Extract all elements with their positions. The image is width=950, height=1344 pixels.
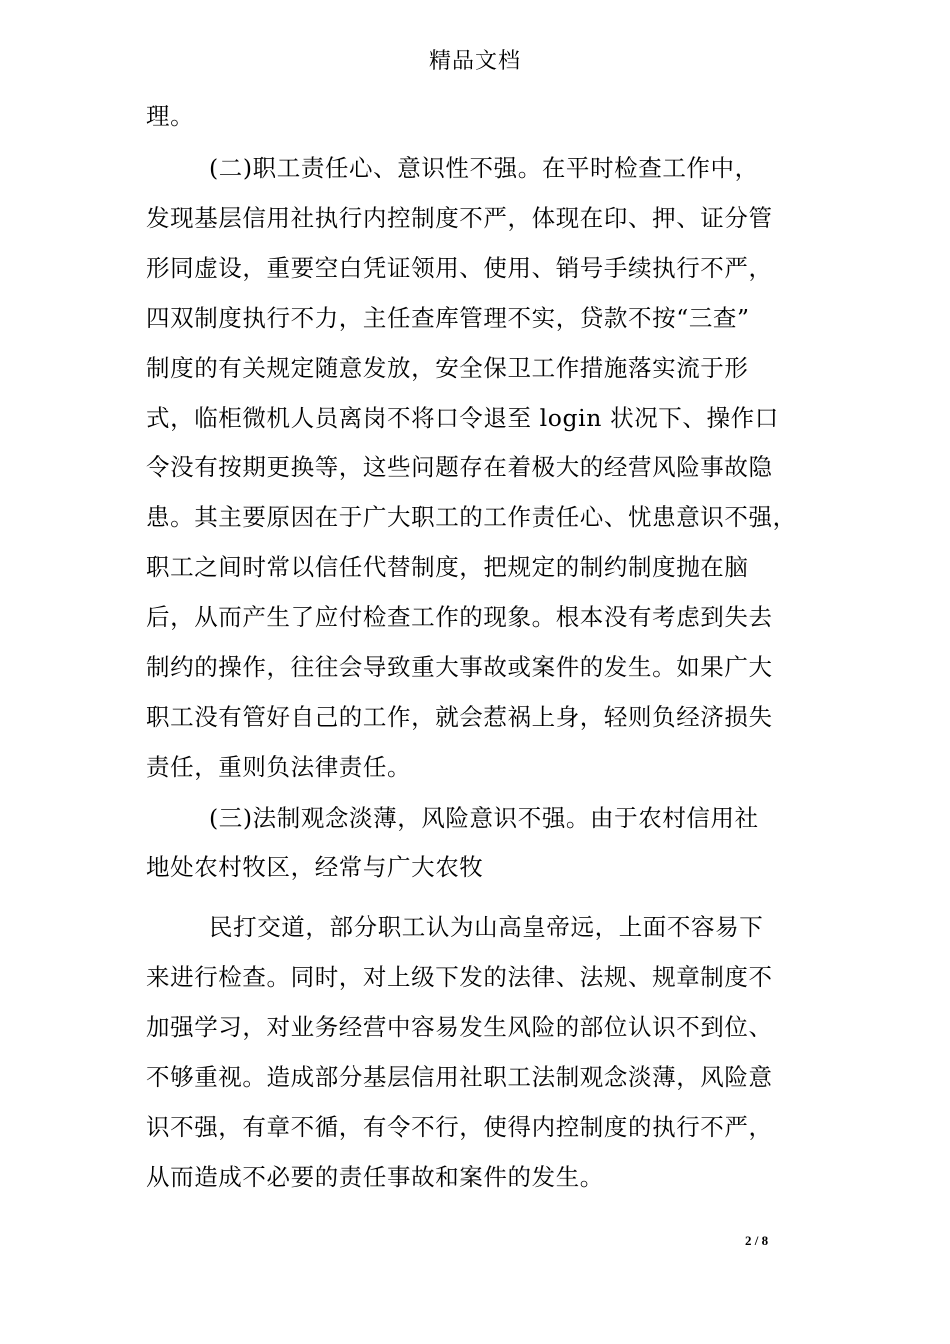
text-line: 式，临柜微机人员离岗不将口令退至 login 状况下、操作口: [146, 404, 779, 432]
text-line: 制约的操作，往往会导致重大事故或案件的发生。如果广大: [146, 653, 773, 681]
text-line: 职工之间时常以信任代替制度，把规定的制约制度抛在脑: [146, 553, 749, 581]
text-line: (三)法制观念淡薄，风险意识不强。由于农村信用社: [209, 804, 759, 832]
text-line: 来进行检查。同时，对上级下发的法律、法规、规章制度不: [146, 963, 773, 991]
text-line: 制度的有关规定随意发放，安全保卫工作措施落实流于形: [146, 354, 749, 382]
text-line: 职工没有管好自己的工作，就会惹祸上身，轻则负经济损失: [146, 703, 773, 731]
text-line: 四双制度执行不力，主任查库管理不实，贷款不按“三查”: [146, 304, 750, 332]
text-line: 患。其主要原因在于广大职工的工作责任心、忧患意识不强，: [146, 503, 797, 531]
page-number: 2 / 8: [745, 1233, 769, 1248]
text-line: 形同虚设，重要空白凭证领用、使用、销号手续执行不严，: [146, 254, 773, 282]
text-line: 责任，重则负法律责任。: [146, 753, 412, 781]
text-line: 发现基层信用社执行内控制度不严，体现在印、押、证分管: [146, 204, 773, 232]
text-line: 识不强，有章不循，有令不行，使得内控制度的执行不严，: [146, 1113, 773, 1141]
text-line: 理。: [146, 102, 195, 130]
text-line: 地处农村牧区，经常与广大农牧: [146, 853, 484, 881]
text-line: 不够重视。造成部分基层信用社职工法制观念淡薄，风险意: [146, 1063, 773, 1091]
text-line: (二)职工责任心、意识性不强。在平时检查工作中，: [209, 154, 759, 182]
text-line: 加强学习，对业务经营中容易发生风险的部位认识不到位、: [146, 1013, 773, 1041]
text-line: 民打交道，部分职工认为山高皇帝远，上面不容易下: [209, 913, 764, 941]
text-line: 从而造成不必要的责任事故和案件的发生。: [146, 1163, 604, 1191]
page-header-title: 精品文档: [428, 49, 521, 74]
text-line: 令没有按期更换等，这些问题存在着极大的经营风险事故隐: [146, 453, 773, 481]
text-line: 后，从而产生了应付检查工作的现象。根本没有考虑到失去: [146, 603, 773, 631]
